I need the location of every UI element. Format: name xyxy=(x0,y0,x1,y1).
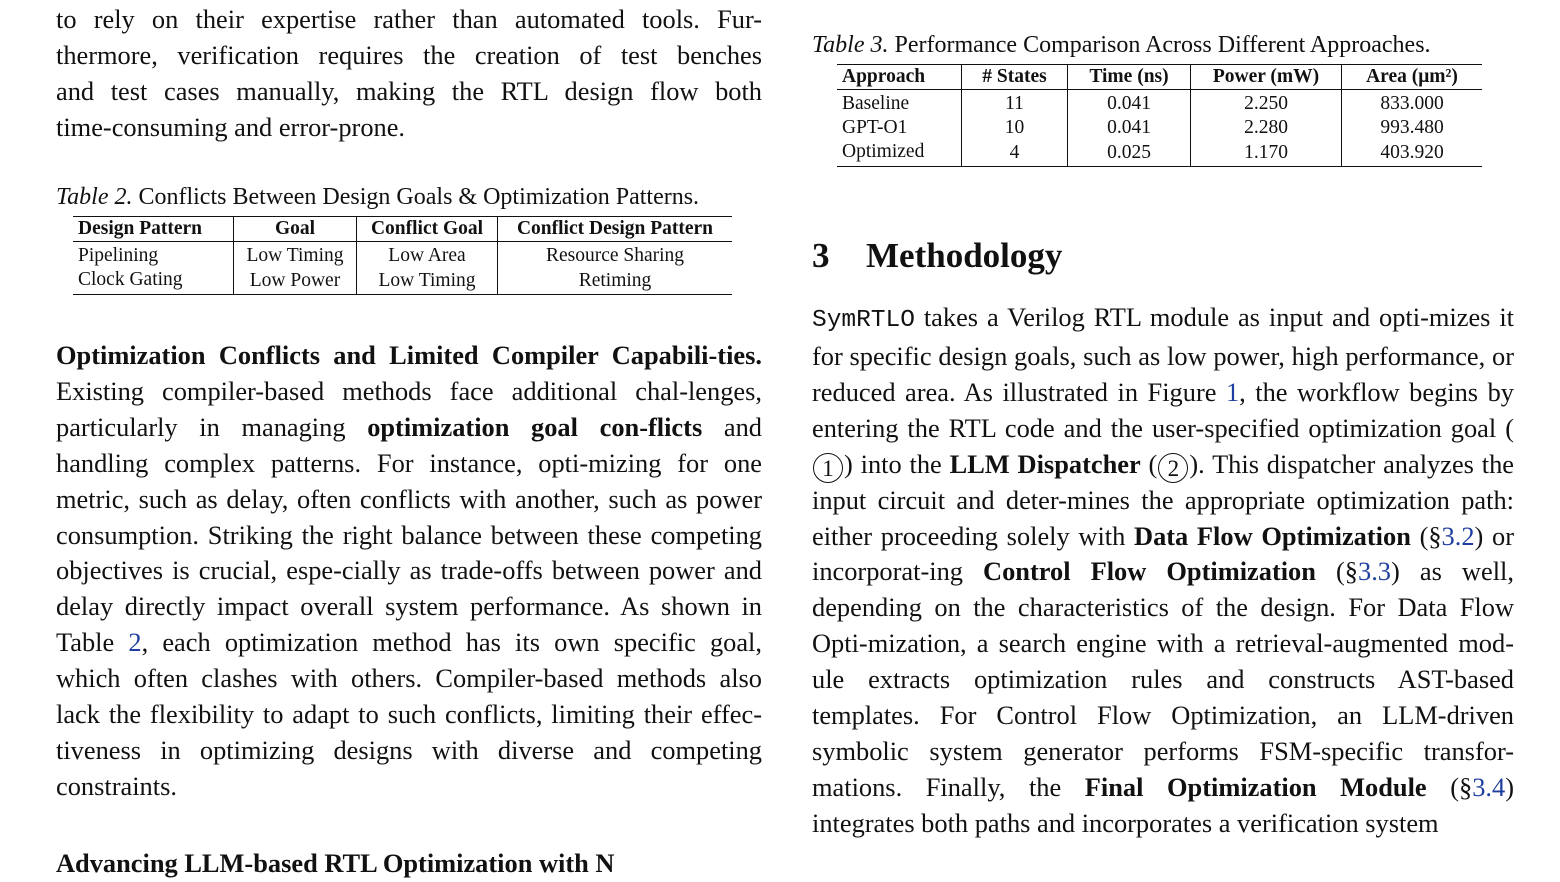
paragraph-text: , each optimization method has its own specific goal, which often clashes with others. Compiler-based methods also lack the flexibility to adapt to such conflicts, limiting their effec-tiveness in optimizing designs with diverse and competing constraints. xyxy=(56,627,762,801)
paragraph-text: takes a Verilog RTL module as input and opti-mizes it for specific design goals, such as low power, high performance, or reduced area. As illustrated in Figure xyxy=(812,302,1514,407)
table-cell: 2.280 xyxy=(1191,116,1342,140)
text-line: to rely on their expertise rather than automated tools. Fur- xyxy=(56,4,762,34)
table-cell: Optimized xyxy=(842,141,925,162)
section-title: Methodology xyxy=(866,236,1063,275)
table-cell: 11 xyxy=(962,90,1068,117)
text-line: and test cases manually, making the RTL design flow both xyxy=(56,75,762,106)
paragraph-text: ( xyxy=(1148,448,1158,479)
table-header-cell: # States xyxy=(962,65,1068,90)
table-header-row xyxy=(837,65,1482,90)
paragraph-text: ) as well, depending on the characteristics of the design. For Data Flow Opti-mization, a search engine with a retrieval-augmented mod-ule extracts optimization rules and constructs AST-based templates. For Control Flow Optimization, an LLM-driven symbolic system generator performs FSM-specific transfor-mations. Finally, the xyxy=(812,556,1514,802)
table-2-reference-link[interactable]: 2 xyxy=(128,627,142,658)
table-header-cell: Time (ns) xyxy=(1068,65,1191,90)
methodology-paragraph xyxy=(812,300,1514,842)
paragraph-text: ). This dispatcher analyzes the input circuit and deter-mines the appropriate optimization path: either proceeding solely with xyxy=(812,448,1515,551)
emphasis-text: optimization goal con-flicts xyxy=(367,411,703,442)
table-header-cell: Conflict Design Pattern xyxy=(498,217,733,242)
table-cell: Pipelining xyxy=(78,245,159,266)
table-header-cell: Conflict Goal xyxy=(357,217,498,242)
table-3-label: Table 3. xyxy=(812,32,889,58)
figure-1-reference-link[interactable]: 1 xyxy=(1225,376,1240,407)
emphasis-text: Control Flow Optimization xyxy=(983,556,1316,587)
text-line: time-consuming and error-prone. xyxy=(56,111,406,142)
tool-name: SymRTLO xyxy=(812,307,915,334)
table-cell: Low Area xyxy=(357,242,498,269)
table-row xyxy=(837,140,1482,167)
paragraph-text: Existing compiler-based methods face additional chal-lenges, particularly in managing xyxy=(56,375,762,442)
table-cell: Low Timing xyxy=(357,268,498,295)
table-cell: 403.920 xyxy=(1342,140,1483,167)
conflicts-paragraph xyxy=(56,338,762,805)
step-2-circle: 2 xyxy=(1158,453,1188,483)
table-cell: 2.250 xyxy=(1191,90,1342,117)
table-header-cell: Design Pattern xyxy=(73,217,234,242)
table-cell: 10 xyxy=(962,116,1068,140)
table-cell: Low Power xyxy=(234,268,357,295)
table-2-label: Table 2. xyxy=(56,184,133,210)
table-row xyxy=(837,90,1482,117)
table-2-title: Conflicts Between Design Goals & Optimization Patterns. xyxy=(138,184,700,210)
paragraph-text: , the workflow begins by entering the RTL code and the user-specified optimization goal ( xyxy=(812,376,1514,443)
table-cell: 833.000 xyxy=(1342,90,1483,117)
table-2-caption xyxy=(56,184,699,211)
table-row xyxy=(837,116,1482,140)
table-cell: 0.041 xyxy=(1068,116,1191,140)
table-cell: Baseline xyxy=(842,93,910,114)
paragraph-text: ) or incorporat-ing xyxy=(812,520,1515,587)
table-header-cell: Approach xyxy=(837,65,962,90)
table-cell: Resource Sharing xyxy=(498,242,733,269)
paragraph-text: (§ xyxy=(1419,520,1442,551)
table-cell: 993.480 xyxy=(1342,116,1483,140)
table-cell: 4 xyxy=(962,140,1068,167)
paragraph-text: (§ xyxy=(1336,556,1358,587)
table-3-caption xyxy=(812,32,1431,59)
section-3-3-reference-link[interactable]: 3.3 xyxy=(1358,556,1391,587)
intro-continuation xyxy=(56,2,762,146)
emphasis-text: Data Flow Optimization xyxy=(1134,520,1411,551)
table-row xyxy=(73,242,732,269)
table-header-cell: Goal xyxy=(234,217,357,242)
table-cell: Clock Gating xyxy=(78,269,183,290)
table-cell: 0.041 xyxy=(1068,90,1191,117)
table-row xyxy=(73,268,732,295)
section-3-2-reference-link[interactable]: 3.2 xyxy=(1441,520,1475,551)
paragraph-text: and handling complex patterns. For instance, opti-mizing for one metric, such as delay, often conflicts with another, such as power consumption. Striking the right balance between these competing objectives is crucial, espe-cially as trade-offs between power and delay directly impact overall system performance. As shown in Table xyxy=(56,411,762,658)
section-3-4-reference-link[interactable]: 3.4 xyxy=(1472,771,1506,802)
paragraph-text: ) integrates both paths and incorporates a verification system xyxy=(812,771,1514,838)
table-cell: 0.025 xyxy=(1068,140,1191,167)
section-heading xyxy=(812,236,1062,276)
paragraph-text: (§ xyxy=(1450,771,1473,802)
emphasis-text: Final Optimization Module xyxy=(1084,771,1427,802)
emphasis-text: LLM Dispatcher xyxy=(949,448,1141,479)
table-3 xyxy=(837,64,1482,167)
section-number: 3 xyxy=(812,236,830,275)
paragraph-heading: Optimization Conflicts and Limited Compiler Capabili-ties. xyxy=(56,340,762,370)
table-cell: Retiming xyxy=(498,268,733,295)
step-1-circle: 1 xyxy=(813,453,843,483)
next-paragraph-heading: Advancing LLM-based RTL Optimization with N xyxy=(56,848,615,878)
table-header-cell: Area (μm²) xyxy=(1342,65,1483,90)
table-cell: 1.170 xyxy=(1191,140,1342,167)
paragraph-text: ) into the xyxy=(844,448,942,479)
table-cell: Low Timing xyxy=(234,242,357,269)
table-3-title: Performance Comparison Across Different Approaches. xyxy=(894,32,1431,58)
text-line: thermore, verification requires the creation of test benches xyxy=(56,39,762,70)
table-cell: GPT-O1 xyxy=(842,117,908,138)
table-2 xyxy=(73,216,732,295)
table-header-cell: Power (mW) xyxy=(1191,65,1342,90)
table-header-row xyxy=(73,217,732,242)
